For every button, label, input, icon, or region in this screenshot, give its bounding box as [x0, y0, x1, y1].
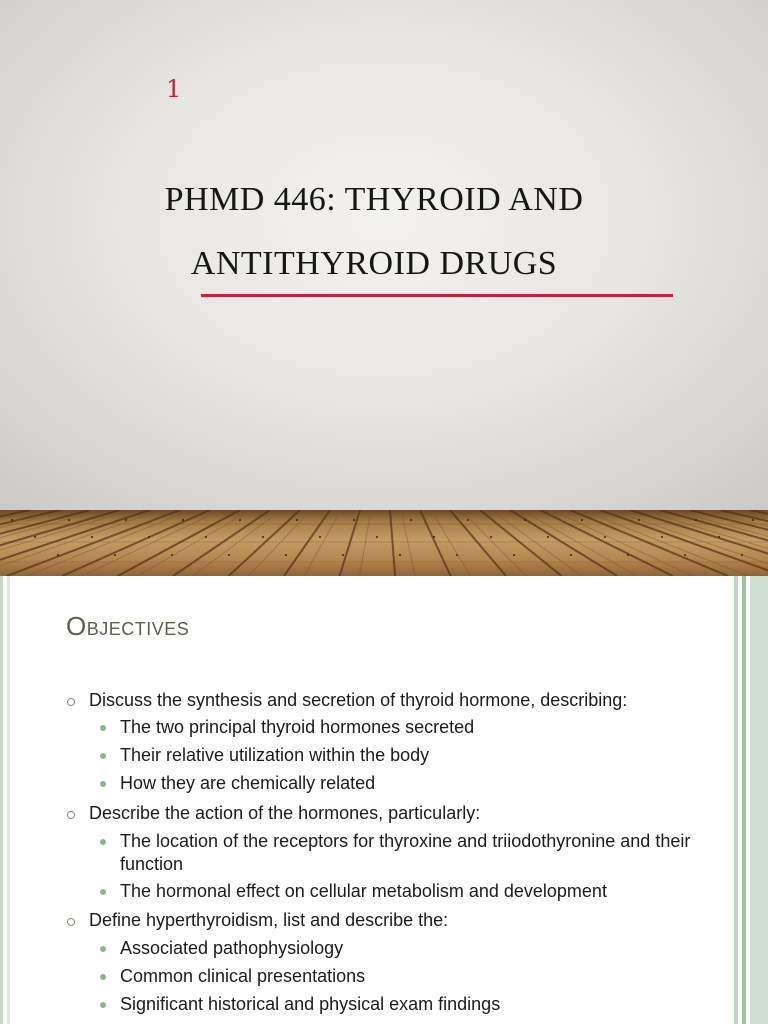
sub-objective-text: Their relative utilization within the body — [120, 745, 430, 765]
slide-title-line-2: ANTITHYROID DRUGS — [190, 245, 558, 282]
dot-bullet-icon — [100, 839, 106, 845]
ring-bullet-icon — [67, 811, 75, 819]
dot-bullet-icon — [100, 889, 106, 895]
objectives-list — [0, 576, 740, 1024]
objective-text: Discuss the synthesis and secretion of thyroid hormone, describing: — [89, 690, 628, 710]
right-border-stripe — [750, 576, 768, 1024]
ring-bullet-icon — [67, 698, 75, 706]
slide-number: 1 — [166, 75, 182, 103]
dot-bullet-icon — [100, 753, 106, 759]
sub-objective-text: Common clinical presentations — [120, 966, 366, 986]
sub-objective-text: How they are chemically related — [120, 773, 376, 793]
title-underline-rule — [201, 294, 673, 297]
sub-objective-text: Associated pathophysiology — [120, 938, 344, 958]
slide-title — [110, 168, 638, 296]
dot-bullet-icon — [100, 946, 106, 952]
ring-bullet-icon — [67, 918, 75, 926]
dot-bullet-icon — [100, 781, 106, 787]
objective-text: Define hyperthyroidism, list and describe the: — [89, 910, 449, 930]
slide-title-line-1: PHMD 446: THYROID AND — [164, 181, 584, 218]
wood-floor-decoration — [0, 510, 768, 576]
objectives-heading: Objectives — [66, 611, 190, 641]
sub-objective-text: The hormonal effect on cellular metabolism and development — [120, 881, 607, 901]
objectives-slide — [0, 576, 768, 1024]
sub-objective-text: Significant historical and physical exam findings — [120, 994, 501, 1014]
right-border-stripe — [742, 576, 746, 1024]
wood-floor-planks — [0, 510, 768, 576]
sub-objective-text: The location of the receptors for thyroxine and triiodothyronine and their function — [120, 831, 691, 874]
sub-objective-text: The two principal thyroid hormones secreted — [120, 717, 475, 737]
dot-bullet-icon — [100, 1002, 106, 1008]
dot-bullet-icon — [100, 974, 106, 980]
objective-text: Describe the action of the hormones, particularly: — [89, 803, 481, 823]
dot-bullet-icon — [100, 725, 106, 731]
